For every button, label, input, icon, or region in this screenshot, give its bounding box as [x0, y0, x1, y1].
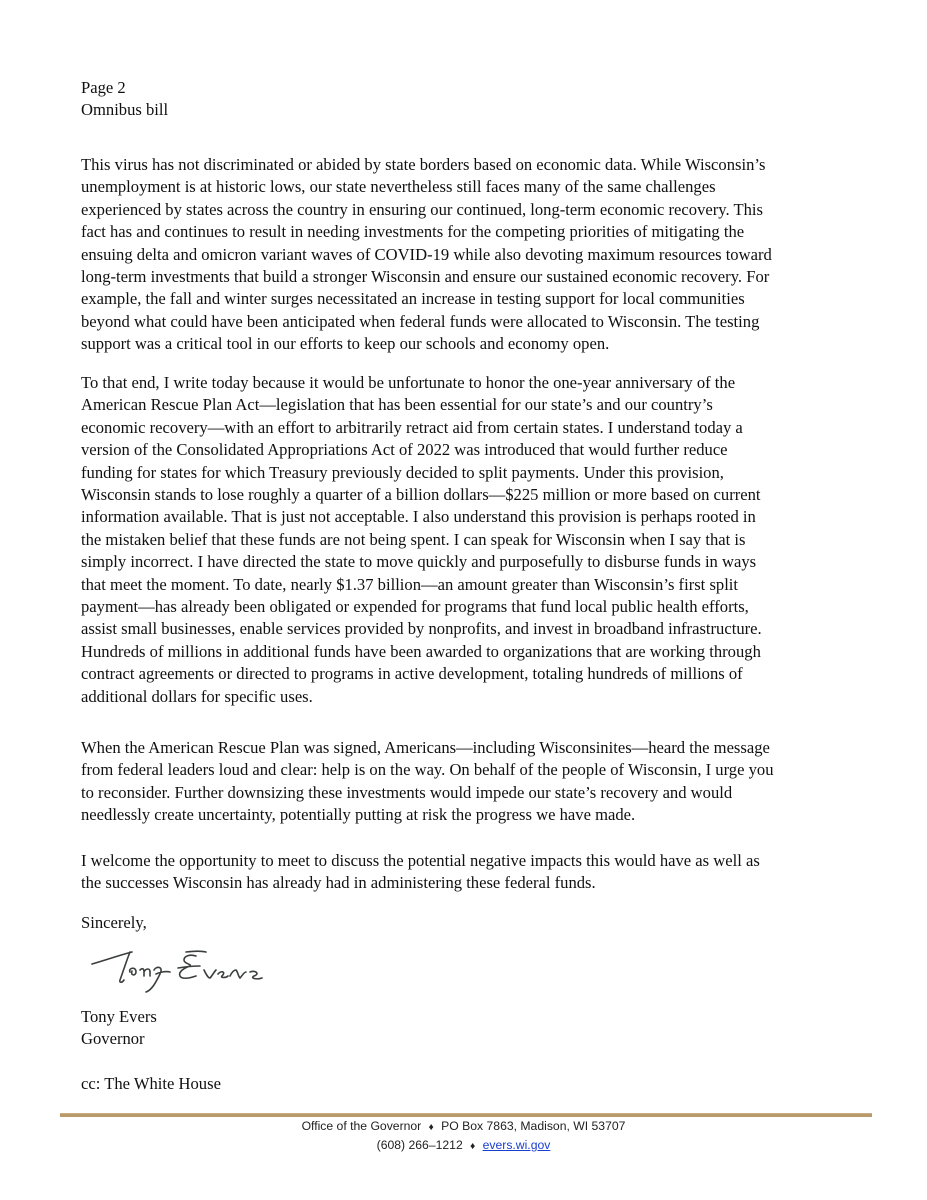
letter-subject: Omnibus bill — [81, 100, 169, 120]
text-line: payment—has already been obligated or expended for programs that fund local public health efforts, — [81, 597, 749, 617]
text-line: from federal leaders loud and clear: help is on the way. On behalf of the people of Wisconsin, I urge you — [81, 760, 774, 780]
diamond-separator-icon: ♦ — [470, 1140, 476, 1152]
footer-divider — [60, 1113, 872, 1117]
text-line: to reconsider. Further downsizing these investments would impede our state’s recovery and would — [81, 782, 733, 802]
text-line: information available. That is just not acceptable. I also understand this provision is perhaps rooted in — [81, 507, 756, 527]
signer-title: Governor — [81, 1029, 145, 1049]
text-line: example, the fall and winter surges necessitated an increase in testing support for local communities — [81, 289, 745, 309]
signature-stroke-vers — [204, 970, 262, 979]
text-line: additional dollars for specific uses. — [81, 686, 313, 706]
body-paragraph-2 — [81, 372, 841, 708]
text-line: experienced by states across the country in ensuring our continued, long-term economic recovery. This — [81, 199, 763, 219]
text-line: economic recovery—with an effort to arbitrarily retract aid from certain states. I understand today a — [81, 417, 743, 437]
text-line: fact has and continues to result in needing investments for the competing priorities of mitigating the — [81, 222, 745, 242]
signature-stroke-e — [178, 951, 206, 978]
text-line: the successes Wisconsin has already had in administering these federal funds. — [81, 873, 596, 893]
cc-line: cc: The White House — [81, 1074, 221, 1093]
text-line: To that end, I write today because it would be unfortunate to honor the one-year anniversary of the — [81, 373, 736, 392]
footer-office: Office of the Governor — [301, 1119, 422, 1133]
letter-header — [81, 77, 168, 122]
text-line: beyond what could have been anticipated when federal funds were allocated to Wisconsin. The testing — [81, 311, 760, 331]
signature-stroke-t — [92, 952, 132, 982]
footer-website-link[interactable]: evers.wi.gov — [482, 1137, 551, 1152]
signer-block — [81, 1006, 157, 1051]
text-line: that meet the moment. To date, nearly $1.37 billion—an amount greater than Wisconsin’s first split — [81, 574, 739, 594]
text-line: Hundreds of millions in additional funds have been awarded to organizations that are working through — [81, 641, 761, 661]
body-paragraph-3 — [81, 737, 841, 827]
text-line: funding for states for which Treasury previously decided to split payments. Under this provision, — [81, 462, 724, 482]
footer-address: PO Box 7863, Madison, WI 53707 — [441, 1119, 626, 1133]
signature-stroke-ony — [130, 967, 170, 992]
footer-phone: (608) 266–1212 — [376, 1137, 463, 1152]
text-line: This virus has not discriminated or abided by state borders based on economic data. While Wisconsin’s — [81, 155, 766, 174]
diamond-separator-icon: ♦ — [428, 1122, 434, 1133]
text-line: support was a critical tool in our efforts to keep our schools and economy open. — [81, 334, 610, 354]
closing-salutation: Sincerely, — [81, 913, 147, 932]
text-line: Wisconsin stands to lose roughly a quarter of a billion dollars—$225 million or more based on current — [81, 485, 761, 505]
text-line: unemployment is at historic lows, our state nevertheless still faces many of the same challenges — [81, 177, 716, 197]
page-label: Page 2 — [81, 78, 126, 97]
text-line: ensuing delta and omicron variant waves of COVID-19 while also devoting maximum resources toward — [81, 244, 772, 264]
signature-icon — [86, 938, 276, 998]
footer-address-row — [0, 1118, 927, 1137]
text-line: the mistaken belief that these funds are not being spent. I can speak for Wisconsin when I say that is — [81, 529, 746, 549]
letterhead-footer — [0, 1118, 927, 1155]
signer-name: Tony Evers — [81, 1007, 157, 1026]
body-paragraph-1 — [81, 154, 841, 356]
text-line: version of the Consolidated Appropriations Act of 2022 was introduced that would further reduce — [81, 440, 728, 460]
text-line: contract agreements or directed to programs in active development, totaling hundreds of millions of — [81, 664, 743, 684]
text-line: When the American Rescue Plan was signed, Americans—including Wisconsinites—heard the message — [81, 738, 770, 757]
text-line: needlessly create uncertainty, potentially putting at risk the progress we have made. — [81, 805, 636, 825]
text-line: long-term investments that build a stronger Wisconsin and ensure our sustained economic recovery. For — [81, 267, 770, 287]
text-line: I welcome the opportunity to meet to discuss the potential negative impacts this would have as well as — [81, 851, 760, 870]
text-line: simply incorrect. I have directed the state to move quickly and purposefully to disburse funds in ways — [81, 552, 757, 572]
text-line: assist small businesses, enable services provided by nonprofits, and invest in broadband infrastructure. — [81, 619, 762, 639]
footer-contact-row — [0, 1137, 927, 1156]
body-paragraph-4 — [81, 850, 841, 895]
text-line: American Rescue Plan Act—legislation that has been essential for our state’s and our country’s — [81, 395, 713, 415]
